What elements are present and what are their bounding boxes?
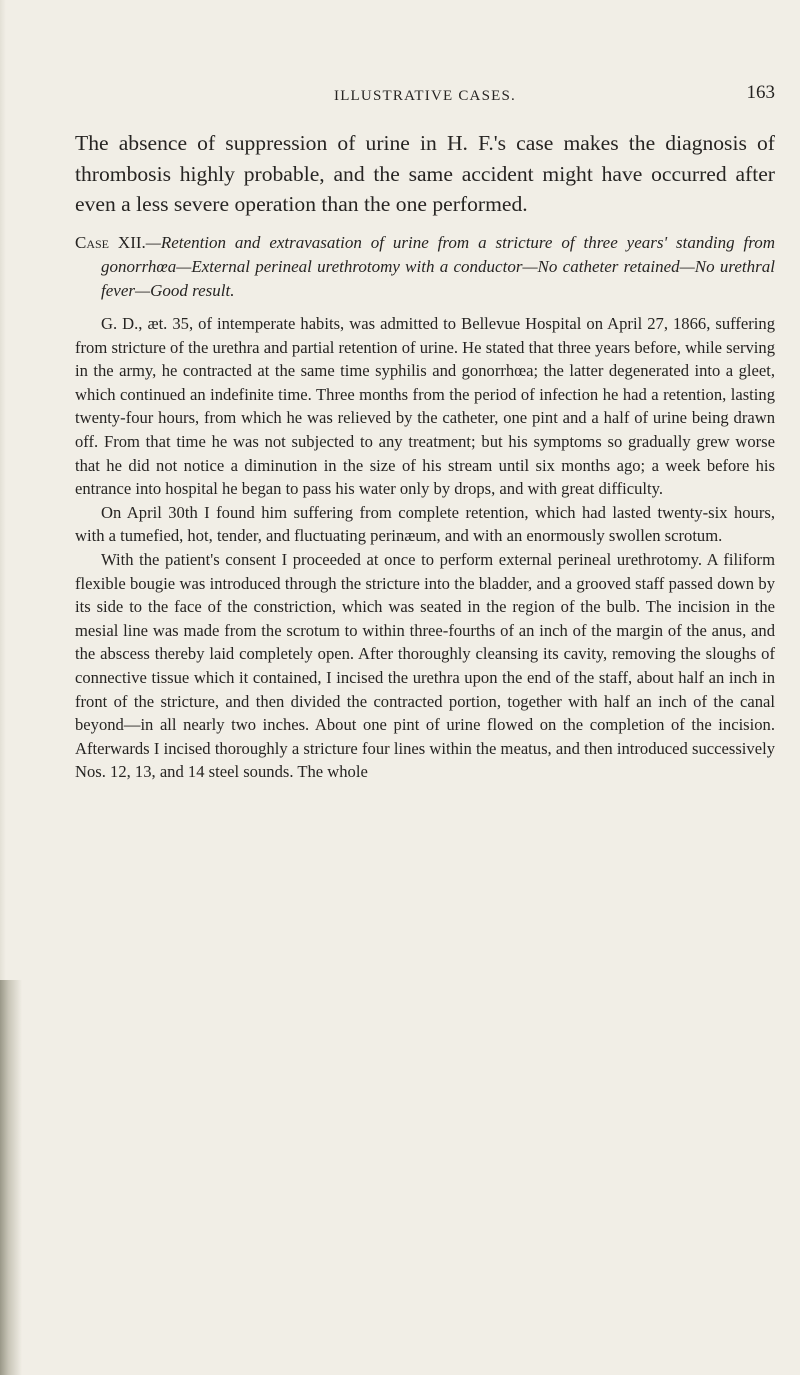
case-label: Case XII.: [75, 232, 146, 252]
binding-shadow: [0, 980, 22, 1375]
lead-paragraph: The absence of suppression of urine in H. F.'s case makes the diagnosis of thrombosis highly probable, and the same accident might have occurred after even a less severe operation than the one performed.: [75, 131, 775, 216]
page-header: [75, 82, 775, 106]
running-title: ILLUSTRATIVE CASES.: [334, 88, 516, 104]
case-heading: [75, 231, 775, 304]
examination-paragraph: On April 30th I found him suffering from complete retention, which had lasted twenty-six hours, with a tumefied, hot, tender, and fluctuating perinæum, and with an enormously swollen scrotum.: [75, 502, 775, 546]
case-history-paragraph: G. D., æt. 35, of intemperate habits, was admitted to Bellevue Hospital on April 27, 1866, suffering from stricture of the urethra and partial retention of urine. He stated that three years before, while serving in the army, he contracted at the same time syphilis and gonorrhœa; the latter degenerated into a gleet, which continued an indefinite time. Three months from the period of infection he had a retention, lasting twenty-four hours, from which he was relieved by the catheter, one pint and a half of urine being drawn off. From that time he was not subjected to any treatment; but his symptoms so gradually grew worse that he did not notice a diminution in the size of his stream until six months ago; a week before his entrance into hospital he began to pass his water only by drops, and with great difficulty.: [75, 314, 775, 499]
page-body: [75, 128, 775, 784]
page-number: 163: [746, 82, 775, 103]
operation-paragraph: With the patient's consent I proceeded at once to perform external perineal urethrotomy. A filiform flexible bougie was introduced through the stricture into the bladder, and a grooved staff passed down by its side to the face of the constriction, which was seated in the region of the bulb. The incision in the mesial line was made from the scrotum to within three-fourths of an inch of the margin of the anus, and the abscess thereby laid completely open. After thoroughly cleansing its cavity, removing the sloughs of connective tissue which it contained, I incised the urethra upon the end of the staff, about half an inch in front of the stricture, and then divided the contracted portion, together with half an inch of the canal beyond—in all nearly two inches. About one pint of urine flowed on the completion of the incision. Afterwards I incised thoroughly a stricture four lines within the meatus, and then introduced successively Nos. 12, 13, and 14 steel sounds. The whole: [75, 550, 775, 782]
case-title: —Retention and extravasation of urine from a stricture of three years' standing from gonorrhœa—External perineal urethrotomy with a conductor—No catheter retained—No urethral fever—Good result.: [101, 232, 775, 300]
